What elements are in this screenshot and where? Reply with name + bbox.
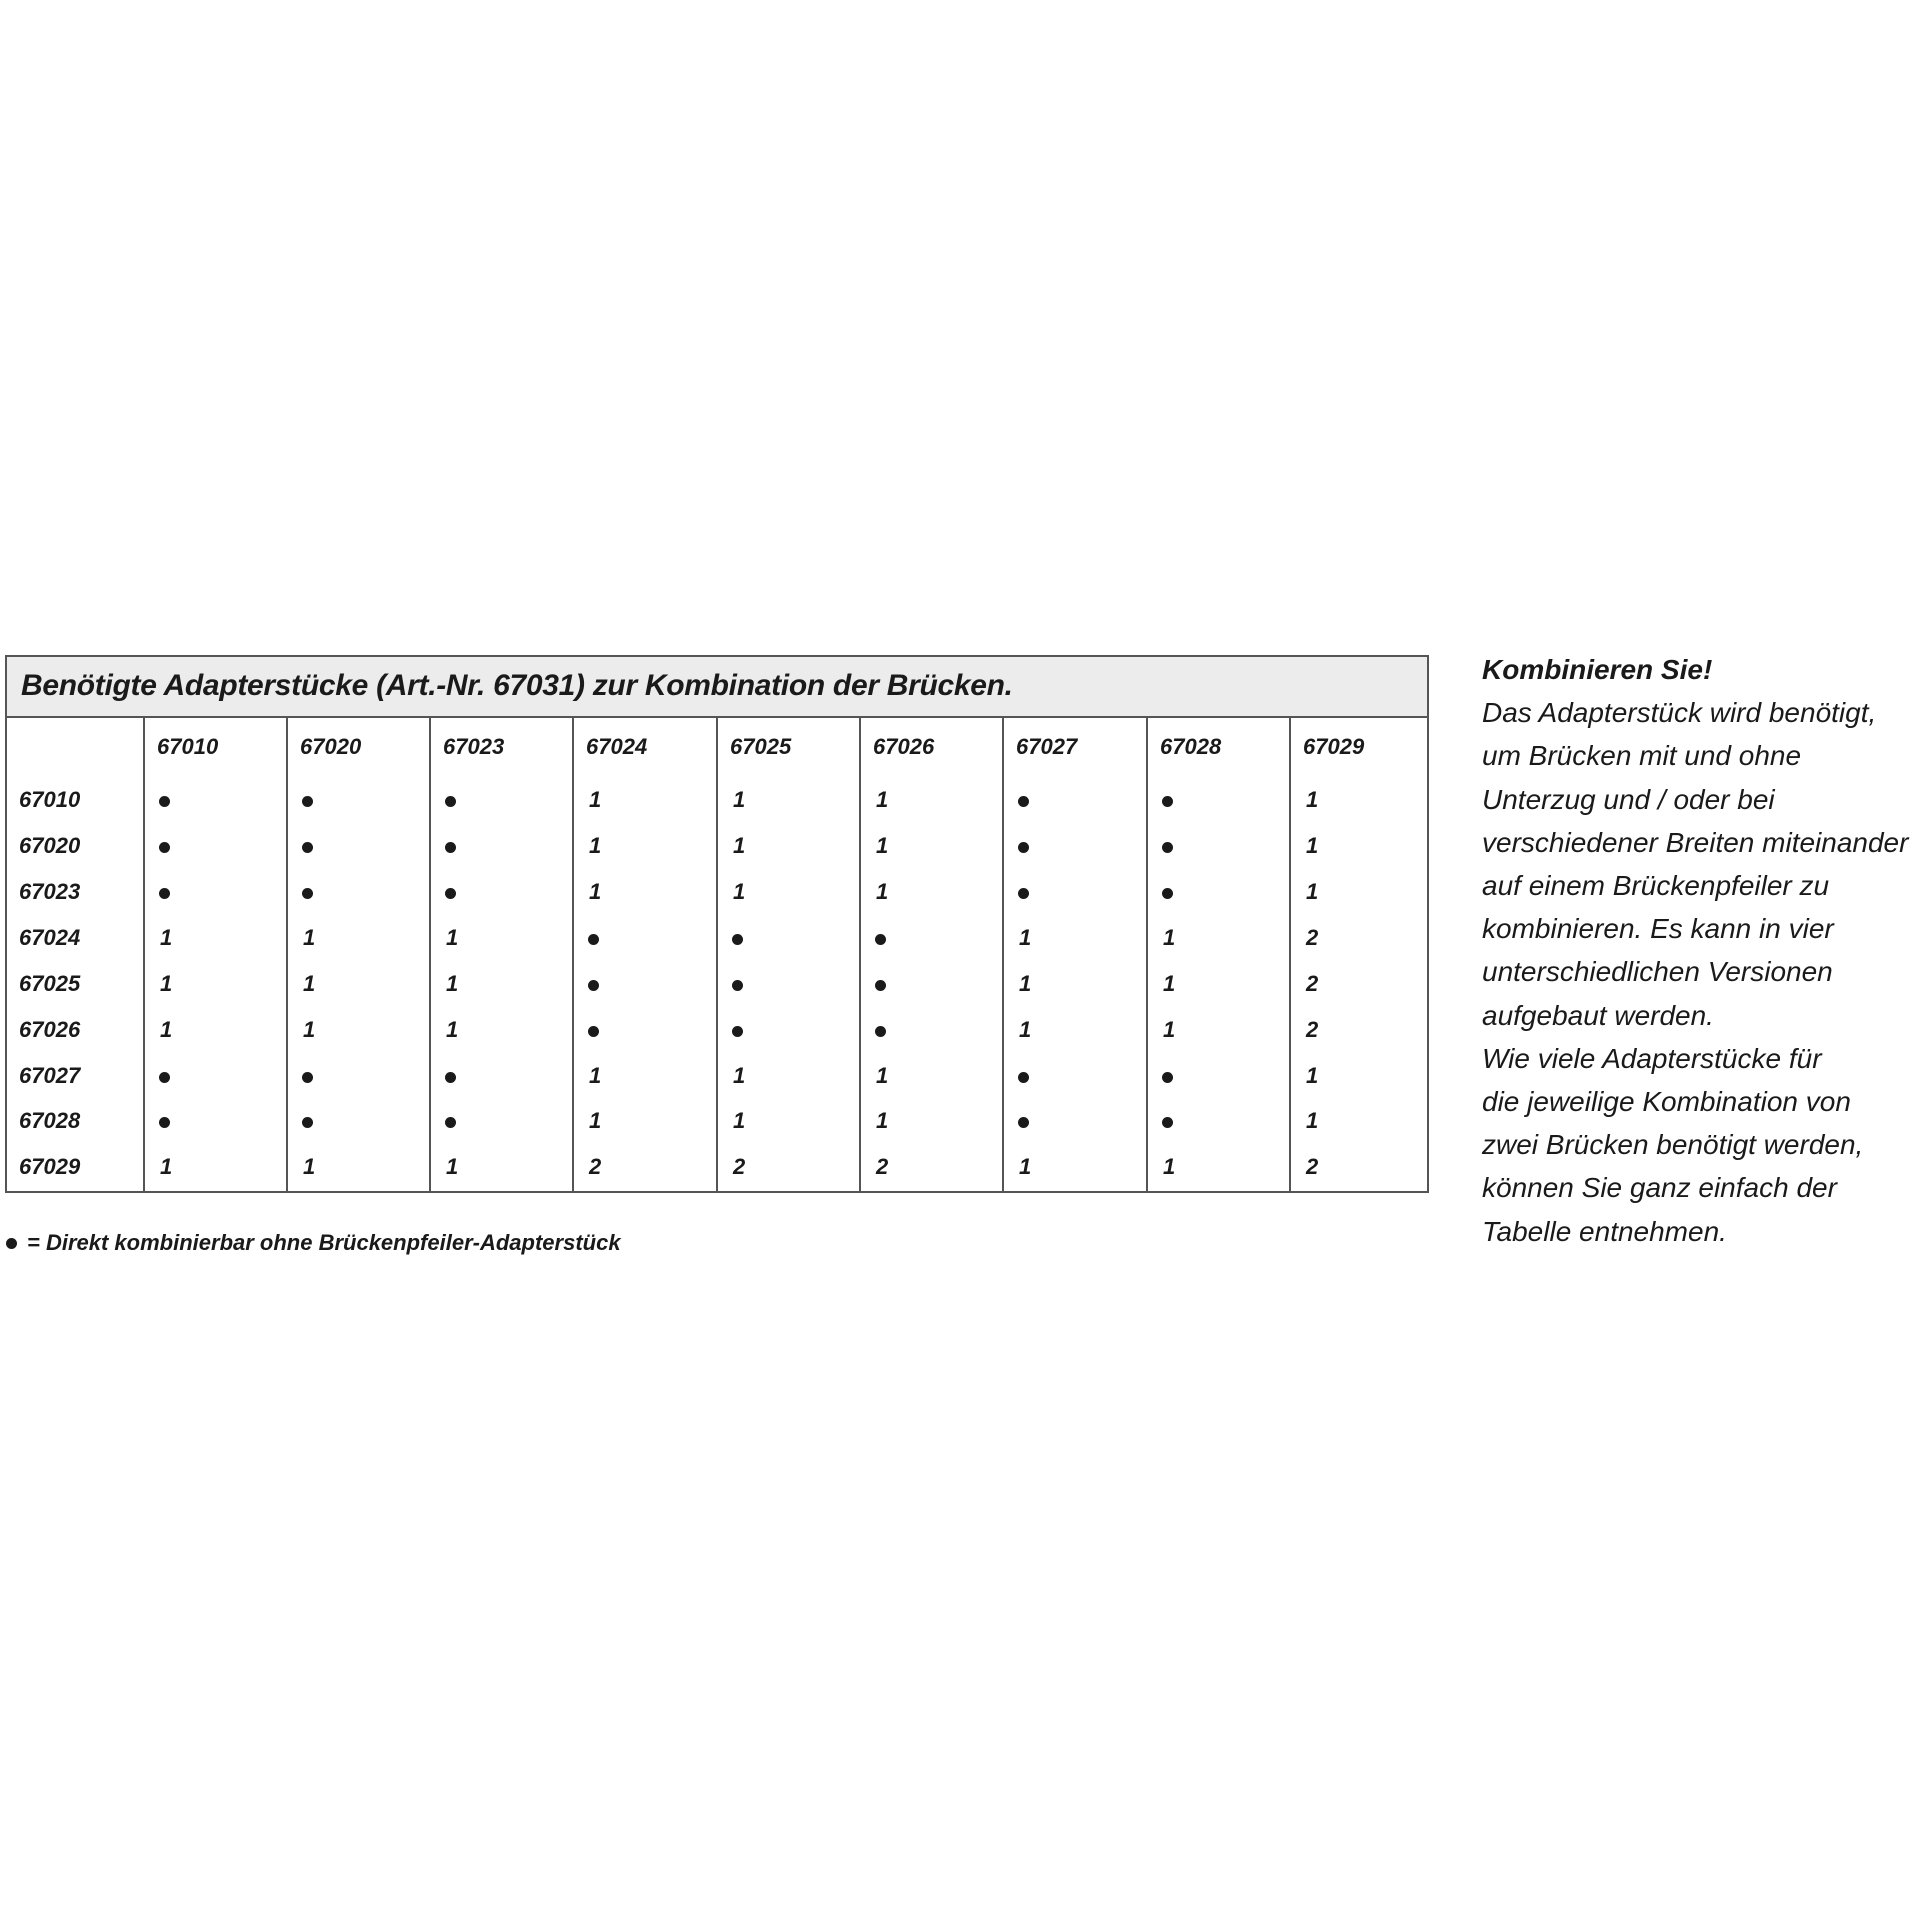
table-cell: 1 (303, 971, 316, 996)
adapter-combination-table (5, 655, 1429, 1193)
side-text-line: aufgebaut werden. (1482, 999, 1714, 1031)
table-cell: 1 (876, 1063, 889, 1088)
bullet-icon (445, 842, 456, 853)
bullet-icon (1018, 1117, 1029, 1128)
side-text-line: Unterzug und / oder bei (1482, 783, 1775, 815)
bullet-icon (159, 1072, 170, 1083)
side-text-line: Tabelle entnehmen. (1482, 1215, 1727, 1247)
side-description (1482, 648, 1912, 1253)
column-header: 67020 (300, 734, 362, 759)
table-cell: 1 (733, 1108, 746, 1133)
row-header: 67025 (19, 971, 81, 996)
bullet-icon (1162, 1117, 1173, 1128)
legend-text: = Direkt kombinierbar ohne Brückenpfeiler-Adapterstück (27, 1230, 621, 1255)
bullet-icon (1162, 842, 1173, 853)
table-cell: 1 (1306, 879, 1319, 904)
bullet-icon (302, 796, 313, 807)
bullet-icon (588, 934, 599, 945)
table-title: Benötigte Adapterstücke (Art.-Nr. 67031) zur Kombination der Brücken. (21, 669, 1013, 702)
side-text-line: unterschiedlichen Versionen (1482, 956, 1833, 988)
table-cell: 1 (589, 787, 602, 812)
table-cell: 1 (1019, 1154, 1032, 1179)
bullet-icon (445, 796, 456, 807)
table-cell: 1 (1306, 1108, 1319, 1133)
side-text-line: die jeweilige Kombination von (1482, 1086, 1851, 1118)
bullet-icon (588, 980, 599, 991)
table-cell: 2 (1306, 1017, 1319, 1042)
table-cell: 1 (876, 787, 889, 812)
column-divider (1289, 718, 1291, 1191)
table-cell: 1 (446, 925, 459, 950)
side-heading: Kombinieren Sie! (1482, 654, 1713, 685)
table-cell: 2 (1306, 925, 1319, 950)
table-cell: 1 (446, 971, 459, 996)
table-cell: 1 (160, 971, 173, 996)
side-text-line: um Brücken mit und ohne (1482, 740, 1802, 772)
bullet-icon (6, 1238, 17, 1249)
table-cell: 1 (1163, 971, 1176, 996)
bullet-icon (875, 1026, 886, 1037)
bullet-icon (875, 934, 886, 945)
table-cell: 1 (1306, 833, 1319, 858)
table-cell: 1 (733, 787, 746, 812)
table-cell: 1 (876, 833, 889, 858)
table-cell: 1 (303, 925, 316, 950)
column-header: 67026 (873, 734, 935, 759)
bullet-icon (875, 980, 886, 991)
table-cell: 1 (446, 1154, 459, 1179)
column-divider (716, 718, 718, 1191)
row-header: 67027 (19, 1063, 81, 1088)
legend (6, 1230, 621, 1256)
table-cell: 1 (160, 1017, 173, 1042)
table-cell: 1 (589, 879, 602, 904)
bullet-icon (159, 888, 170, 899)
side-text-line: Das Adapterstück wird benötigt, (1482, 697, 1877, 729)
table-cell: 1 (589, 1063, 602, 1088)
table-cell: 1 (160, 1154, 173, 1179)
table-cell: 1 (303, 1017, 316, 1042)
column-divider (572, 718, 574, 1191)
table-cell: 1 (303, 1154, 316, 1179)
column-divider (859, 718, 861, 1191)
bullet-icon (1018, 888, 1029, 899)
column-header: 67023 (443, 734, 505, 759)
column-header: 67025 (730, 734, 792, 759)
table-cell: 1 (160, 925, 173, 950)
table-title-bar (7, 657, 1427, 718)
table-cell: 2 (589, 1154, 602, 1179)
column-header: 67010 (157, 734, 219, 759)
bullet-icon (445, 1072, 456, 1083)
table-cell: 2 (876, 1154, 889, 1179)
table-cell: 1 (1019, 925, 1032, 950)
column-header: 67024 (586, 734, 648, 759)
table-cell: 1 (1306, 787, 1319, 812)
table-cell: 1 (733, 879, 746, 904)
table-cell: 1 (1306, 1063, 1319, 1088)
row-header: 67029 (19, 1154, 81, 1179)
column-header: 67029 (1303, 734, 1365, 759)
column-header: 67028 (1160, 734, 1222, 759)
table-cell: 1 (1019, 971, 1032, 996)
bullet-icon (588, 1026, 599, 1037)
side-text-line: Wie viele Adapterstücke für (1482, 1042, 1822, 1074)
side-text-line: auf einem Brückenpfeiler zu (1482, 870, 1830, 902)
table-cell: 1 (1163, 1017, 1176, 1042)
column-divider (1002, 718, 1004, 1191)
bullet-icon (1018, 1072, 1029, 1083)
bullet-icon (732, 980, 743, 991)
side-text-line: können Sie ganz einfach der (1482, 1172, 1837, 1204)
column-divider (429, 718, 431, 1191)
table-cell: 1 (733, 833, 746, 858)
row-header: 67010 (19, 787, 81, 812)
table-cell: 1 (1163, 925, 1176, 950)
bullet-icon (302, 1072, 313, 1083)
row-header: 67028 (19, 1108, 81, 1133)
row-header: 67023 (19, 879, 81, 904)
side-text-line: zwei Brücken benötigt werden, (1482, 1129, 1864, 1161)
bullet-icon (1162, 888, 1173, 899)
table-cell: 2 (1306, 1154, 1319, 1179)
bullet-icon (1162, 796, 1173, 807)
column-divider (1146, 718, 1148, 1191)
table-cell: 1 (876, 1108, 889, 1133)
table-cell: 1 (446, 1017, 459, 1042)
bullet-icon (302, 888, 313, 899)
table-cell: 1 (733, 1063, 746, 1088)
bullet-icon (159, 1117, 170, 1128)
table-cell: 2 (1306, 971, 1319, 996)
row-header: 67020 (19, 833, 81, 858)
table-cell: 1 (589, 1108, 602, 1133)
bullet-icon (1018, 796, 1029, 807)
side-text-line: verschiedener Breiten miteinander (1482, 826, 1909, 858)
row-header: 67026 (19, 1017, 81, 1042)
table-cell: 1 (876, 879, 889, 904)
bullet-icon (302, 842, 313, 853)
bullet-icon (302, 1117, 313, 1128)
bullet-icon (1162, 1072, 1173, 1083)
table-cell: 1 (589, 833, 602, 858)
bullet-icon (159, 796, 170, 807)
side-text-line: kombinieren. Es kann in vier (1482, 913, 1834, 945)
table-cell: 2 (733, 1154, 746, 1179)
row-header: 67024 (19, 925, 81, 950)
table-cell: 1 (1163, 1154, 1176, 1179)
bullet-icon (445, 1117, 456, 1128)
bullet-icon (159, 842, 170, 853)
side-paragraph (1482, 691, 1912, 1253)
table-cell: 1 (1019, 1017, 1032, 1042)
bullet-icon (1018, 842, 1029, 853)
bullet-icon (732, 934, 743, 945)
column-header: 67027 (1016, 734, 1078, 759)
column-divider (286, 718, 288, 1191)
bullet-icon (445, 888, 456, 899)
bullet-icon (732, 1026, 743, 1037)
column-divider (143, 718, 145, 1191)
